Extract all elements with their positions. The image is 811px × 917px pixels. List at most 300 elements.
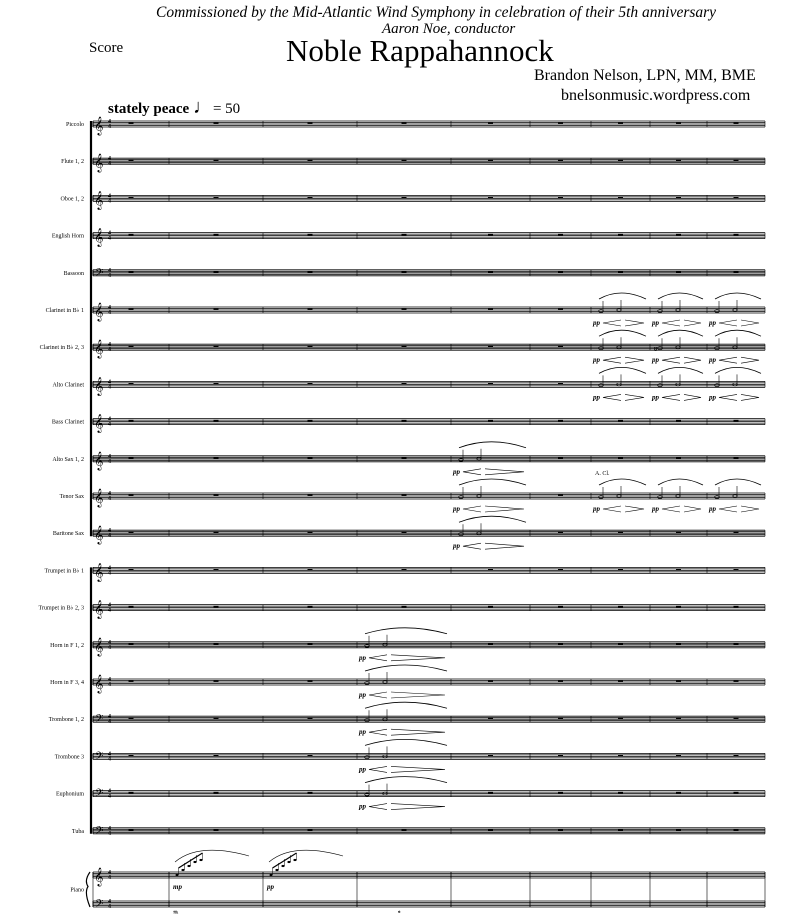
time-signature-top: 4 <box>108 565 111 572</box>
dynamic-marking: pp <box>593 393 600 402</box>
whole-rest <box>129 792 134 794</box>
time-signature-bottom: 4 <box>108 607 111 614</box>
whole-rest <box>308 643 313 645</box>
piece-title: Noble Rappahannock <box>286 33 554 68</box>
whole-rest <box>402 829 407 831</box>
whole-rest <box>402 234 407 236</box>
time-signature-top: 4 <box>108 267 111 274</box>
crescendo-hairpin <box>369 804 387 810</box>
staff-14 <box>50 628 765 662</box>
time-signature-top: 4 <box>108 491 111 497</box>
whole-rest <box>129 643 134 645</box>
whole-rest <box>488 383 493 385</box>
whole-rest <box>734 457 739 459</box>
whole-rest <box>402 345 407 347</box>
instrument-name: Alto Clarinet <box>52 382 84 389</box>
crescendo-hairpin <box>369 729 387 735</box>
whole-rest <box>676 159 681 161</box>
time-signature-bottom: 4 <box>108 570 111 577</box>
staff-5 <box>46 293 765 327</box>
whole-rest <box>618 717 623 719</box>
whole-rest <box>618 271 623 273</box>
eighth-note <box>287 861 290 863</box>
time-signature-top: 4 <box>108 870 111 876</box>
dynamic-marking: pp <box>652 505 659 513</box>
crescendo-hairpin <box>719 394 737 400</box>
crescendo-hairpin <box>603 357 621 363</box>
treble-clef-icon: 𝄞 <box>94 376 104 396</box>
time-signature-bottom: 4 <box>108 904 111 910</box>
staff-9 <box>52 442 765 476</box>
dynamic-marking: pp <box>359 765 366 774</box>
quarter-note-icon: ♩ <box>192 96 213 118</box>
tempo-bpm: = 50 <box>212 101 241 117</box>
decrescendo-hairpin <box>625 506 644 512</box>
time-signature-bottom: 4 <box>108 124 111 130</box>
decrescendo-hairpin <box>741 357 759 363</box>
treble-clef-icon: 𝄞 <box>94 153 104 173</box>
whole-rest <box>129 159 134 161</box>
whole-rest <box>558 234 563 236</box>
time-signature-top: 4 <box>108 677 111 683</box>
whole-rest <box>402 122 407 124</box>
whole-rest <box>129 420 134 422</box>
whole-rest <box>488 159 493 161</box>
whole-rest <box>402 531 407 533</box>
whole-rest <box>488 569 493 571</box>
whole-rest <box>402 159 407 161</box>
whole-rest <box>308 569 313 571</box>
dynamic-marking: pp <box>453 505 460 513</box>
whole-rest <box>488 792 493 794</box>
whole-rest <box>558 271 563 273</box>
eighth-note <box>293 859 296 861</box>
crescendo-hairpin <box>369 655 387 661</box>
dynamic-marking: pp <box>359 802 366 811</box>
bass-clef-icon: 𝄢 <box>95 787 104 803</box>
instrument-name: Piano <box>70 887 84 894</box>
whole-rest <box>129 383 134 385</box>
whole-rest <box>734 271 739 273</box>
dynamic-marking: pp <box>593 356 600 365</box>
crescendo-hairpin <box>662 506 680 512</box>
whole-rest <box>676 569 681 571</box>
decrescendo-hairpin <box>625 357 644 363</box>
whole-rest <box>129 531 134 533</box>
decrescendo-hairpin <box>391 804 445 810</box>
slur <box>658 330 703 336</box>
dynamic-marking: pp <box>593 505 600 513</box>
crescendo-hairpin <box>463 469 481 475</box>
whole-rest <box>308 457 313 459</box>
whole-rest <box>308 345 313 347</box>
whole-rest <box>558 569 563 571</box>
whole-rest <box>558 606 563 608</box>
whole-rest <box>734 829 739 831</box>
crescendo-hairpin <box>603 320 621 326</box>
slur <box>365 739 447 745</box>
slur <box>715 479 761 485</box>
staff-3 <box>52 228 765 248</box>
whole-rest <box>308 829 313 831</box>
crescendo-hairpin <box>719 506 737 512</box>
crescendo-hairpin <box>603 506 621 512</box>
whole-rest <box>308 197 313 199</box>
whole-rest <box>488 345 493 347</box>
dynamic-marking: pp <box>359 728 366 737</box>
whole-rest <box>618 122 623 124</box>
whole-rest <box>488 122 493 124</box>
whole-rest <box>488 271 493 273</box>
whole-rest <box>558 643 563 645</box>
whole-rest <box>676 792 681 794</box>
whole-rest <box>676 829 681 831</box>
whole-rest <box>488 308 493 310</box>
dynamic-marking: pp <box>652 356 659 365</box>
decrescendo-hairpin <box>684 506 701 512</box>
decrescendo-hairpin <box>741 320 759 326</box>
whole-rest <box>734 197 739 199</box>
time-signature-top: 4 <box>108 453 111 460</box>
whole-rest <box>129 829 134 831</box>
composer-credit: Brandon Nelson, LPN, MM, BME <box>534 67 756 84</box>
whole-rest <box>214 345 219 347</box>
staff-1 <box>61 153 765 173</box>
whole-rest <box>214 606 219 608</box>
time-signature-top: 4 <box>108 193 111 200</box>
whole-rest <box>676 420 681 422</box>
whole-rest <box>676 457 681 459</box>
whole-rest <box>214 122 219 124</box>
slur <box>365 777 447 783</box>
time-signature-top: 4 <box>108 825 111 832</box>
time-signature-top: 4 <box>108 156 111 163</box>
instrument-name: Flute 1, 2 <box>61 159 84 166</box>
time-signature-top: 4 <box>108 788 111 795</box>
whole-rest <box>676 122 681 124</box>
slur <box>715 367 761 373</box>
treble-clef-icon: 𝄞 <box>94 302 104 321</box>
eighth-note <box>193 861 196 863</box>
eighth-note <box>181 869 184 871</box>
whole-rest <box>308 680 313 682</box>
whole-rest <box>214 457 219 459</box>
staff-19 <box>72 825 765 840</box>
whole-rest <box>734 159 739 161</box>
whole-rest <box>618 159 623 161</box>
staff-18 <box>56 777 765 811</box>
staff-10 <box>60 479 765 513</box>
whole-rest <box>618 643 623 645</box>
piano-staff <box>70 850 765 917</box>
crescendo-hairpin <box>719 320 737 326</box>
slur <box>599 479 646 485</box>
whole-rest <box>214 717 219 719</box>
slur <box>365 702 447 708</box>
whole-rest <box>558 159 563 161</box>
whole-rest <box>214 792 219 794</box>
slur <box>599 330 646 336</box>
crescendo-hairpin <box>603 394 621 400</box>
whole-rest <box>676 755 681 757</box>
score-label: Score <box>89 40 124 56</box>
whole-rest <box>214 383 219 385</box>
time-signature-bottom: 4 <box>108 644 111 651</box>
slur <box>269 850 343 862</box>
whole-rest <box>402 569 407 571</box>
bass-clef-icon: 𝄢 <box>95 750 104 766</box>
decrescendo-hairpin <box>684 320 701 326</box>
whole-rest <box>402 457 407 459</box>
whole-rest <box>618 755 623 757</box>
instrument-name: Trumpet in B♭ 2, 3 <box>38 605 84 612</box>
treble-clef-icon: 𝄞 <box>94 562 104 582</box>
instrument-name: Horn in F 3, 4 <box>50 680 84 686</box>
treble-clef-icon: 𝄞 <box>94 190 104 210</box>
whole-rest <box>214 234 219 236</box>
treble-clef-icon: 𝄞 <box>94 599 104 619</box>
decrescendo-hairpin <box>391 692 445 698</box>
whole-rest <box>308 383 313 385</box>
time-signature-bottom: 4 <box>108 756 111 763</box>
whole-rest <box>488 420 493 422</box>
bass-clef-icon: 𝄢 <box>95 266 104 282</box>
eighth-note <box>175 874 178 876</box>
dynamic-marking: pp <box>359 653 366 662</box>
whole-rest <box>618 829 623 831</box>
time-signature-top: 4 <box>108 305 111 311</box>
piano-brace <box>86 872 90 907</box>
whole-rest <box>129 755 134 757</box>
eighth-note <box>269 874 272 876</box>
decrescendo-hairpin <box>684 394 701 400</box>
whole-rest <box>488 643 493 645</box>
tempo-text: stately peace <box>108 101 190 117</box>
whole-rest <box>308 271 313 273</box>
decrescendo-hairpin <box>625 394 644 400</box>
decrescendo-hairpin <box>741 506 759 512</box>
dynamic-marking: pp <box>453 467 460 476</box>
eighth-note <box>281 865 284 867</box>
instrument-name: Baritone Sax <box>52 531 84 538</box>
time-signature-bottom: 4 <box>108 458 111 465</box>
whole-rest <box>676 606 681 608</box>
instrument-name: Piccolo <box>66 122 84 128</box>
instrument-name: Euphonium <box>56 791 84 798</box>
whole-rest <box>214 420 219 422</box>
whole-rest <box>308 755 313 757</box>
time-signature-bottom: 4 <box>108 533 111 540</box>
whole-rest <box>308 159 313 161</box>
time-signature-top: 4 <box>108 416 111 423</box>
whole-rest <box>676 717 681 719</box>
time-signature-top: 4 <box>108 342 111 349</box>
whole-rest <box>129 569 134 571</box>
whole-rest <box>734 606 739 608</box>
time-signature-bottom: 4 <box>108 793 111 800</box>
whole-rest <box>129 197 134 199</box>
whole-rest <box>214 643 219 645</box>
treble-clef-icon: 𝄞 <box>94 636 104 656</box>
treble-clef-icon: 𝄞 <box>94 674 104 693</box>
whole-rest <box>558 792 563 794</box>
dynamic-marking: pp <box>652 319 659 327</box>
dynamic-marking: pp <box>652 393 659 402</box>
time-signature-bottom: 4 <box>108 347 111 354</box>
whole-rest <box>734 531 739 533</box>
eighth-note <box>199 859 202 861</box>
treble-clef-icon: 𝄞 <box>94 867 104 886</box>
whole-rest <box>129 345 134 347</box>
whole-rest <box>734 792 739 794</box>
instrument-name: Trombone 1, 2 <box>48 717 84 724</box>
instrument-name: Tuba <box>71 828 84 835</box>
whole-rest <box>488 829 493 831</box>
time-signature-top: 4 <box>108 751 111 758</box>
time-signature-top: 4 <box>108 528 111 535</box>
commission-text: Commissioned by the Mid-Atlantic Wind Symphony in celebration of their 5th anniversary <box>156 4 717 21</box>
crescendo-hairpin <box>662 394 680 400</box>
instrument-name: Alto Sax 1, 2 <box>52 456 84 463</box>
whole-rest <box>402 420 407 422</box>
whole-rest <box>129 680 134 682</box>
decrescendo-hairpin <box>485 506 524 512</box>
whole-rest <box>214 197 219 199</box>
whole-rest <box>214 271 219 273</box>
treble-clef-icon: 𝄞 <box>94 116 104 135</box>
whole-rest <box>558 420 563 422</box>
time-signature-bottom: 4 <box>108 384 111 391</box>
crescendo-hairpin <box>369 766 387 772</box>
whole-rest <box>618 792 623 794</box>
slur <box>715 330 761 336</box>
whole-rest <box>734 122 739 124</box>
staff-16 <box>49 702 765 736</box>
slur <box>599 367 646 373</box>
dynamic-marking: pp <box>593 319 600 327</box>
whole-rest <box>676 680 681 682</box>
whole-rest <box>402 606 407 608</box>
slur <box>715 293 761 299</box>
crescendo-hairpin <box>719 357 737 363</box>
whole-rest <box>734 717 739 719</box>
whole-rest <box>129 606 134 608</box>
whole-rest <box>402 383 407 385</box>
whole-rest <box>129 234 134 236</box>
time-signature-top: 4 <box>108 899 111 905</box>
slur <box>365 665 447 671</box>
whole-rest <box>676 643 681 645</box>
time-signature-top: 4 <box>108 230 111 237</box>
whole-rest <box>676 531 681 533</box>
treble-clef-icon: 𝄞 <box>94 525 104 545</box>
time-signature-top: 4 <box>108 379 111 386</box>
treble-clef-icon: 𝄞 <box>94 413 104 433</box>
whole-rest <box>129 494 134 496</box>
whole-rest <box>558 122 563 124</box>
conductor-text: Aaron Noe, conductor <box>382 21 516 37</box>
whole-rest <box>558 197 563 199</box>
divisi-marking: 8 <box>654 347 657 354</box>
whole-rest <box>402 308 407 310</box>
crescendo-hairpin <box>463 543 481 549</box>
whole-rest <box>214 494 219 496</box>
whole-rest <box>618 197 623 199</box>
eighth-note <box>275 869 278 871</box>
whole-rest <box>308 122 313 124</box>
time-signature-bottom: 4 <box>108 875 111 881</box>
instrument-name: Bass Clarinet <box>51 419 84 426</box>
bass-clef-icon: 𝄢 <box>95 713 104 729</box>
staff-11 <box>53 516 765 550</box>
whole-rest <box>402 271 407 273</box>
decrescendo-hairpin <box>684 357 701 363</box>
whole-rest <box>734 755 739 757</box>
instrument-name: English Horn <box>51 233 84 240</box>
whole-rest <box>308 308 313 310</box>
whole-rest <box>618 606 623 608</box>
time-signature-bottom: 4 <box>108 719 111 726</box>
decrescendo-hairpin <box>485 469 524 475</box>
whole-rest <box>618 457 623 459</box>
time-signature-bottom: 4 <box>108 310 111 316</box>
whole-rest <box>558 457 563 459</box>
time-signature-bottom: 4 <box>108 830 111 837</box>
whole-rest <box>558 494 563 496</box>
whole-rest <box>214 755 219 757</box>
whole-rest <box>618 569 623 571</box>
slur <box>459 442 526 448</box>
staff-13 <box>39 600 765 620</box>
instrument-name: Tenor Sax <box>59 494 84 500</box>
decrescendo-hairpin <box>391 655 445 661</box>
whole-rest <box>308 494 313 496</box>
whole-rest <box>676 271 681 273</box>
time-signature-bottom: 4 <box>108 496 111 502</box>
bass-clef-icon: 𝄢 <box>95 824 104 840</box>
staff-4 <box>64 267 765 282</box>
whole-rest <box>558 717 563 719</box>
whole-rest <box>129 308 134 310</box>
whole-rest <box>214 569 219 571</box>
treble-clef-icon: 𝄞 <box>94 488 104 507</box>
time-signature-bottom: 4 <box>108 272 111 279</box>
whole-rest <box>734 234 739 236</box>
time-signature-bottom: 4 <box>108 235 111 242</box>
time-signature-top: 4 <box>108 714 111 721</box>
treble-clef-icon: 𝄞 <box>94 227 104 247</box>
whole-rest <box>129 457 134 459</box>
instrument-name: Trombone 3 <box>54 754 84 761</box>
instrument-name: Clarinet in B♭ 1 <box>45 308 84 314</box>
time-signature-top: 4 <box>108 639 111 646</box>
time-signature-top: 4 <box>108 119 111 125</box>
whole-rest <box>558 345 563 347</box>
whole-rest <box>558 308 563 310</box>
whole-rest <box>558 531 563 533</box>
whole-rest <box>618 234 623 236</box>
whole-rest <box>129 717 134 719</box>
crescendo-hairpin <box>662 320 680 326</box>
whole-rest <box>734 569 739 571</box>
whole-rest <box>558 383 563 385</box>
staff-8 <box>52 414 765 434</box>
whole-rest <box>488 755 493 757</box>
crescendo-hairpin <box>463 506 481 512</box>
whole-rest <box>214 680 219 682</box>
dynamic-marking: pp <box>709 393 716 402</box>
dynamic-marking: pp <box>359 691 366 699</box>
